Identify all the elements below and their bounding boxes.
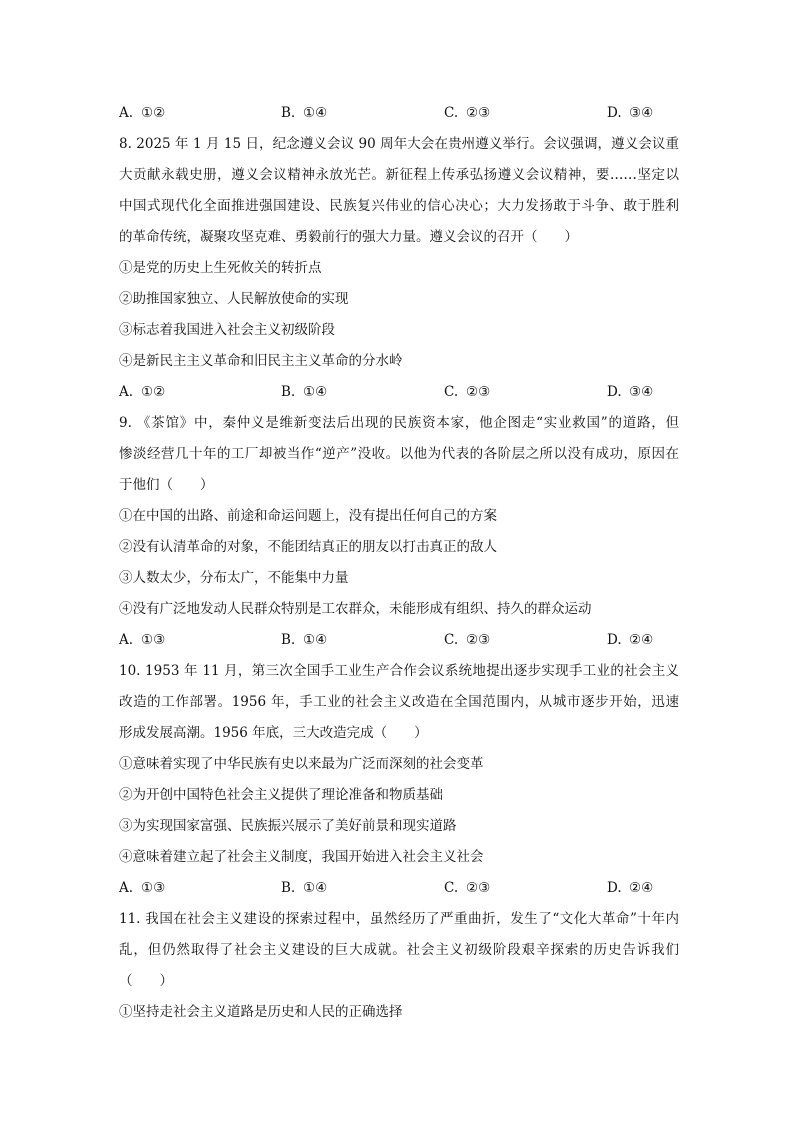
q10-statement: ②为开创中国特色社会主义提供了理论准备和物质基础 [119,787,443,803]
q8-options [119,382,679,402]
option-d: D. ③④ [607,105,654,121]
q10-statement: ④意味着建立起了社会主义制度，我国开始进入社会主义社会 [119,849,484,865]
option-a: A. ①③ [119,880,166,896]
option-b: B. ①④ [281,105,328,121]
q8-stem-line: 8. 2025 年 1 月 15 日，纪念遵义会议 90 周年大会在贵州遵义举行。会议强调，遵义会议重 [119,136,679,152]
q10-stem-line: 10. 1953 年 11 月，第三次全国手工业生产合作会议系统地提出逐步实现手工业的社会主义 [119,663,679,679]
option-a: A. ①③ [119,632,166,648]
q9-stem-line: 惨淡经营几十年的工厂却被当作“逆产”没收。以他为代表的各阶层之所以没有成功，原因在 [119,446,679,462]
q9-statement: ②没有认清革命的对象，不能团结真正的朋友以打击真正的敌人 [119,539,497,555]
option-c: C. ②③ [444,384,491,400]
option-d: D. ②④ [607,632,654,648]
q7-options [119,103,679,123]
q8-statement: ①是党的历史上生死攸关的转折点 [119,260,322,276]
q8-stem-line: 的革命传统，凝聚攻坚克难、勇毅前行的强大力量。遵义会议的召开（ ） [119,229,578,245]
q10-options [119,878,679,898]
q8-stem-line: 大贡献永载史册，遵义会议精神永放光芒。新征程上传承弘扬遵义会议精神，要……坚定以 [119,167,679,183]
option-d: D. ③④ [607,384,654,400]
q8-stem-line: 中国式现代化全面推进强国建设、民族复兴伟业的信心决心；大力发扬敢于斗争、敢于胜利 [119,198,679,214]
option-a: A. ①② [119,384,166,400]
q8-statement: ④是新民主主义革命和旧民主主义革命的分水岭 [119,353,403,369]
q11-stem-line: 11. 我国在社会主义建设的探索过程中，虽然经历了严重曲折，发生了“文化大革命”十年内 [119,911,679,927]
q11-stem-line: （ ） [119,973,173,989]
q9-options [119,630,679,650]
option-a: A. ①② [119,105,166,121]
option-c: C. ②③ [444,632,491,648]
q9-statement: ①在中国的出路、前途和命运问题上，没有提出任何自己的方案 [119,508,497,524]
option-b: B. ①④ [281,384,328,400]
option-c: C. ②③ [444,105,491,121]
q8-statement: ③标志着我国进入社会主义初级阶段 [119,322,335,338]
option-c: C. ②③ [444,880,491,896]
q9-stem-line: 于他们（ ） [119,477,214,493]
q10-statement: ③为实现国家富强、民族振兴展示了美好前景和现实道路 [119,818,457,834]
option-b: B. ①④ [281,880,328,896]
q10-statement: ①意味着实现了中华民族有史以来最为广泛而深刻的社会变革 [119,756,484,772]
q9-statement: ④没有广泛地发动人民群众特别是工农群众，未能形成有组织、持久的群众运动 [119,601,592,617]
q11-stem-line: 乱，但仍然取得了社会主义建设的巨大成就。社会主义初级阶段艰辛探索的历史告诉我们 [119,942,679,958]
q10-stem-line: 形成发展高潮。1956 年底，三大改造完成（ ） [119,725,428,741]
q9-stem-line: 9. 《茶馆》中，秦仲义是维新变法后出现的民族资本家，他企图走“实业救国”的道路，但 [119,415,679,431]
q10-stem-line: 改造的工作部署。1956 年，手工业的社会主义改造在全国范围内，从城市逐步开始，迅速 [119,694,679,710]
q9-statement: ③人数太少，分布太广，不能集中力量 [119,570,349,586]
option-d: D. ②④ [607,880,654,896]
option-b: B. ①④ [281,632,328,648]
q8-statement: ②助推国家独立、人民解放使命的实现 [119,291,349,307]
q11-statement: ①坚持走社会主义道路是历史和人民的正确选择 [119,1004,403,1020]
